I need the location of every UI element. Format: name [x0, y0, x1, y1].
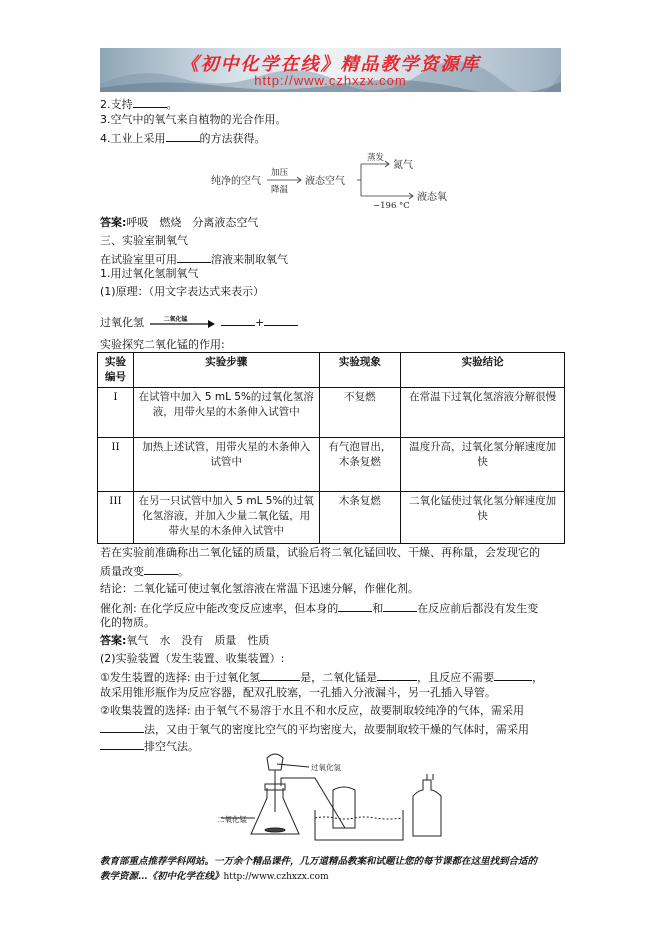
table-row [98, 388, 565, 438]
heading-1: 1.用过氧化氢制氧气 [100, 267, 199, 280]
separatory-funnel-icon [267, 754, 283, 770]
device-title: (2)实验装置（发生装置、收集装置）: [100, 652, 285, 665]
blank [100, 721, 144, 733]
conclusion: 结论：二氧化锰可使过氧化氢溶液在常温下迅速分解，作催化剂。 [100, 582, 419, 595]
text: ， [532, 671, 544, 684]
blank [377, 669, 417, 681]
text: 在试验室里可用 [100, 253, 177, 266]
text: 催化剂: 在化学反应中能改变反应速率，但本身的 [100, 602, 339, 615]
text: 。 [178, 565, 189, 578]
header-cell: 实验步骤 [133, 353, 319, 388]
cell-conclusion: 温度升高，过氧化氢分解速度加快 [401, 438, 565, 492]
answer-2 [100, 634, 269, 648]
plus: + [255, 316, 265, 329]
flow-branch-top-label: 蒸发 [367, 153, 385, 163]
line-photosynthesis: 3.空气中的氧气来自植物的光合作用。 [100, 113, 287, 126]
line-lab [100, 251, 288, 267]
catalyst-def-2: 化的物质。 [100, 616, 155, 629]
section-3-title: 三、实验室制氧气 [100, 234, 188, 247]
line-industry [100, 130, 266, 146]
device-gen-2: 故采用锥形瓶作为反应容器，配双孔胶塞，一孔插入分液漏斗，另一孔插入导管。 [100, 686, 496, 699]
flow-middle: 液态空气 [305, 176, 345, 187]
text: ①发生装置的选择: 由于过氧化氢 [100, 671, 261, 684]
blank [133, 96, 167, 108]
para-weigh-2 [100, 563, 189, 579]
blank [494, 669, 532, 681]
header-cell: 实验编号 [98, 353, 134, 388]
line-support [100, 96, 178, 112]
text: ，且反应不需要 [417, 671, 495, 684]
flow-branch-top: 氮气 [393, 160, 413, 171]
text: 2.支持 [100, 98, 133, 111]
text: 和 [372, 602, 384, 615]
experiment-table [97, 352, 565, 544]
text: 在反应前后都没有发生变 [417, 602, 539, 615]
text: 是，二氧化锰是 [300, 671, 378, 684]
device-col-1: ②收集装置的选择: 由于氧气不易溶于水且不和水反应，故要制取较纯净的气体，需采用 [100, 704, 525, 717]
device-col-3 [100, 738, 199, 754]
reactant: 过氧化氢 [100, 316, 144, 329]
catalyst-def [100, 600, 538, 616]
text: 法，又由于氧气的密度比空气的平均密度大，故要制取较干燥的气体时，需采用 [144, 723, 529, 736]
blank [338, 600, 372, 612]
text: 的方法获得。 [199, 132, 266, 145]
table-row [98, 492, 565, 544]
cell-phenomenon: 不复燃 [319, 388, 401, 438]
blank [166, 130, 200, 142]
banner-url[interactable]: http://www.czhxzx.com [254, 73, 407, 88]
cell-phenomenon: 木条复燃 [319, 492, 401, 544]
blank [100, 738, 144, 750]
table-header [98, 353, 565, 388]
header-cell: 实验结论 [401, 353, 565, 388]
answer-label: 答案: [100, 216, 127, 229]
principle: (1)原理：（用文字表达式来表示） [100, 285, 265, 298]
footer [100, 854, 570, 885]
answer-1 [100, 216, 258, 230]
text: 溶液来制取氧气 [211, 253, 288, 266]
flow-start: 纯净的空气 [211, 176, 261, 187]
flow-branch-bottom: 液态氧 [417, 192, 447, 203]
header-cell: 实验现象 [319, 353, 401, 388]
flow-arrow-bottom: 降温 [271, 185, 289, 195]
cell-step: 在试管中加入 5 mL 5%的过氧化氢溶液，用带火星的木条伸入试管中 [133, 388, 319, 438]
text: 4.工业上采用 [100, 132, 166, 145]
reaction-equation [100, 314, 298, 330]
label-h2o2: 过氧化氢 [311, 763, 341, 772]
cell-step: 加热上述试管，用带火星的木条伸入试管中 [133, 438, 319, 492]
text: 排空气法。 [144, 740, 199, 753]
label-mno2: 二氧化锰 [217, 815, 247, 824]
text: 质量改变 [100, 565, 144, 578]
air-separation-diagram [205, 148, 465, 210]
catalyst-label: 二氧化锰 [163, 316, 188, 323]
blank [383, 600, 417, 612]
answer-text: 呼吸 燃烧 分离液态空气 [126, 216, 259, 229]
gas-bottle-icon [413, 780, 441, 836]
reaction-arrow [148, 317, 218, 329]
answer-label: 答案: [100, 634, 127, 647]
blank [221, 314, 255, 326]
flow-temp: −196 °C [373, 201, 410, 210]
banner-title: 《初中化学在线》精品教学资源库 [180, 54, 481, 75]
header-banner [100, 48, 561, 92]
cell-step: 在另一只试管中加入 5 mL 5%的过氧化氢溶液，并加入少量二氧化锰，用带火星的木条伸入试管中 [133, 492, 319, 544]
cell-phenomenon: 有气泡冒出，木条复燃 [319, 438, 401, 492]
device-gen-1 [100, 669, 543, 685]
cell-conclusion: 二氧化锰使过氧化氢分解速度加快 [401, 492, 565, 544]
blank [144, 563, 178, 575]
para-weigh: 若在实验前准确称出二氧化锰的质量，试验后将二氧化锰回收、干燥、再称量，会发现它的 [100, 546, 540, 559]
table-row [98, 438, 565, 492]
cell-id: II [98, 438, 134, 492]
blank [264, 314, 298, 326]
cell-id: I [98, 388, 134, 438]
answer-text: 氧气 水 没有 质量 性质 [126, 634, 270, 647]
text: 。 [166, 98, 178, 111]
blank [177, 251, 211, 263]
explore-title: 实验探究二氧化锰的作用: [100, 338, 225, 351]
device-col-2 [100, 721, 529, 737]
footer-line-2 [100, 869, 570, 885]
cell-conclusion: 在常温下过氧化氢溶液分解很慢 [401, 388, 565, 438]
arrow-icon [148, 317, 218, 329]
flow-arrow-top: 加压 [271, 168, 289, 178]
footer-text: 教学资源…《初中化学在线》 [100, 871, 224, 882]
footer-line-1: 教育部重点推荐学科网站。一万余个精品课件，几万道精品教案和试题让您的每节课都在这里找到合适的 [100, 856, 538, 867]
cell-id: III [98, 492, 134, 544]
footer-link[interactable]: http://www.czhxzx.com [223, 872, 329, 882]
water-trough-icon [315, 810, 403, 840]
blank [260, 669, 300, 681]
apparatus-diagram [215, 750, 455, 845]
